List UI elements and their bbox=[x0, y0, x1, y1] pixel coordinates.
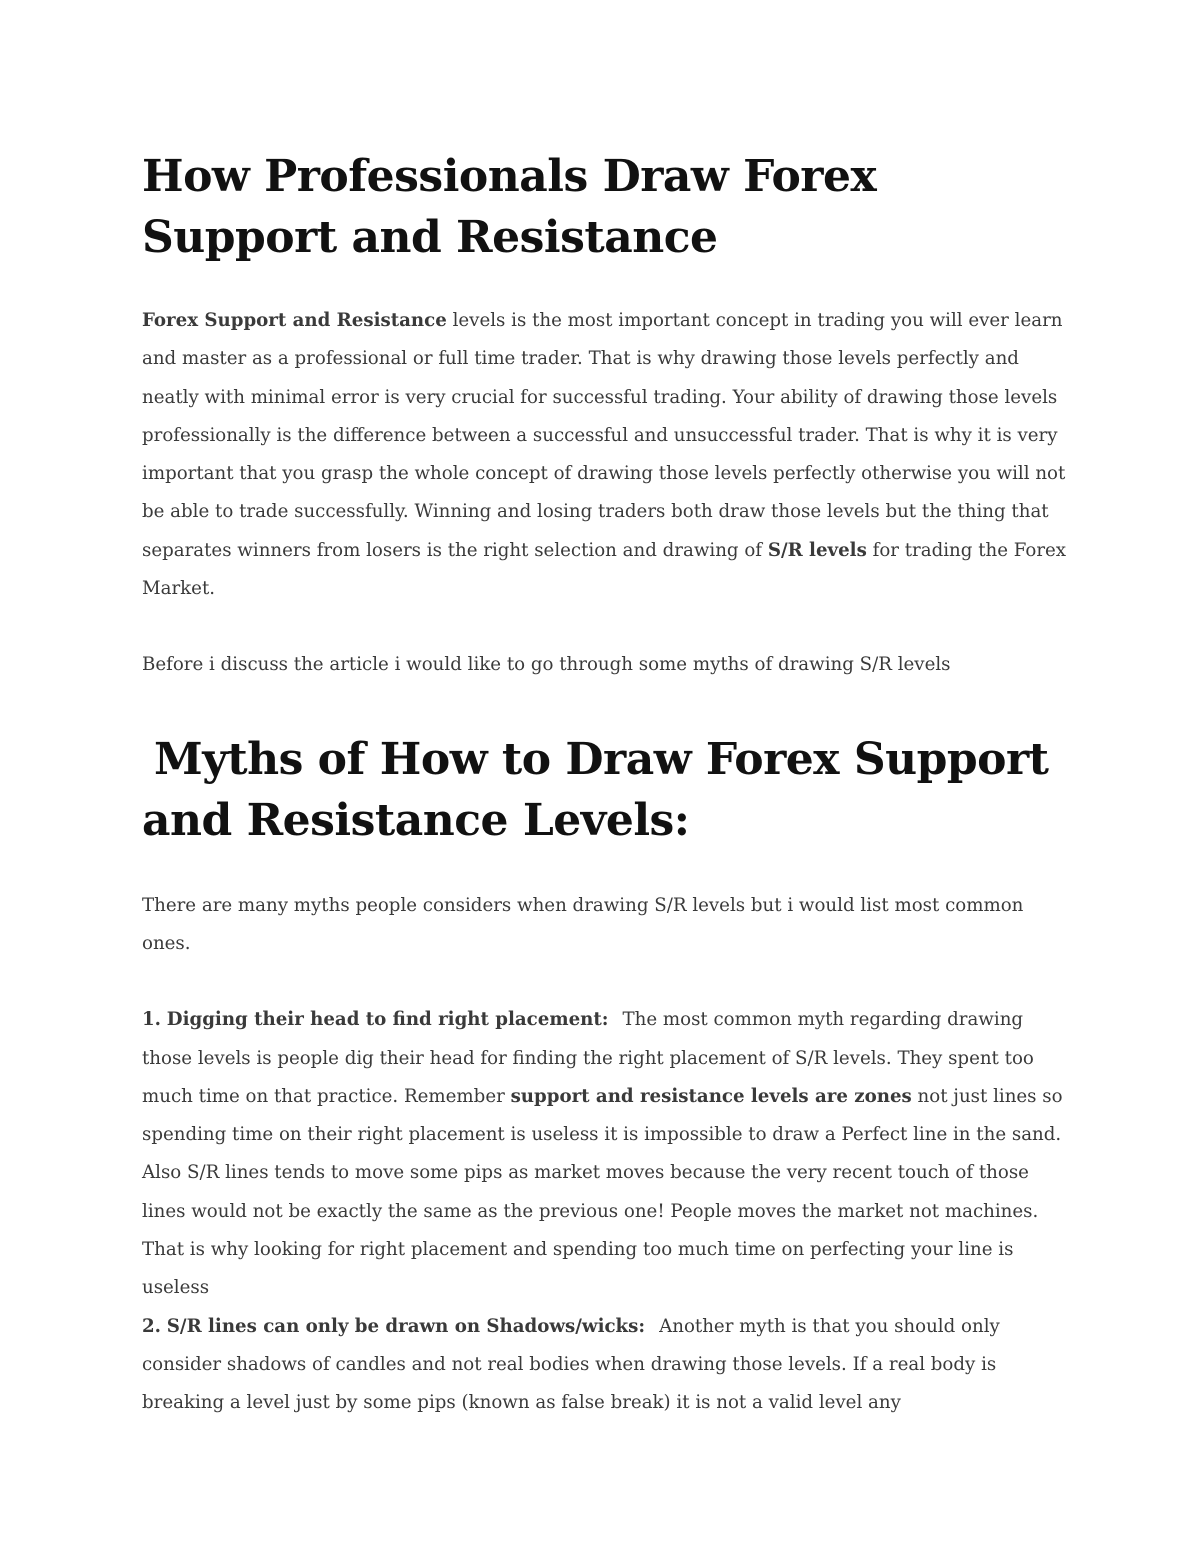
myths-heading-line2: and Resistance Levels: bbox=[142, 794, 690, 846]
item-number: 1. bbox=[142, 1009, 161, 1031]
myths-heading bbox=[142, 729, 1072, 851]
intro-text-1: levels is the most important concept in trading you will ever learn and master as a professional or full time trader. That is why drawing those levels perfectly and neatly with minimal error is very crucial for successful trading. Your ability of drawing those levels professionally is the difference between a successful and unsuccessful trader. That is why it is very important that you grasp the whole concept of drawing those levels perfectly otherwise you will not be able to trade successfully. Winning and losing traders both draw those levels but the thing that separates winners from losers is the right selection and drawing of bbox=[142, 310, 1066, 561]
intro-bold-lead: Forex Support and Resistance bbox=[142, 310, 447, 331]
myths-heading-line1: Myths of How to Draw Forex Support bbox=[154, 733, 1049, 785]
document-body bbox=[142, 146, 1072, 1423]
intro-paragraph bbox=[142, 302, 1072, 608]
intro-bold-sr: S/R levels bbox=[767, 539, 867, 561]
list-item bbox=[142, 1308, 1072, 1423]
item-text-1: The most common myth regarding drawing those levels is people dig their head for finding the right placement of S/R levels. They spent too much time on that practice. Remember bbox=[142, 1009, 1034, 1107]
item-text-2: not just lines so spending time on their right placement is useless it is impossible to draw a Perfect line in the sand. Also S/R lines tends to move some pips as market moves because the very recent touch of those lines would not be exactly the same as the previous one! People moves the market not machines. That is why looking for right placement and spending too much time on perfecting your line is useless bbox=[142, 1085, 1063, 1299]
item-bold: support and resistance levels are zones bbox=[510, 1085, 912, 1107]
item-title: S/R lines can only be drawn on Shadows/wicks: bbox=[166, 1315, 646, 1337]
item-title: Digging their head to find right placement: bbox=[166, 1009, 609, 1031]
intro-text-2: for trading the Forex Market. bbox=[142, 539, 1067, 600]
page-title: How Professionals Draw Forex Support and Resistance bbox=[142, 151, 877, 263]
list-item bbox=[142, 1001, 1072, 1307]
item-number: 2. bbox=[142, 1315, 161, 1337]
before-paragraph: Before i discuss the article i would like to go through some myths of drawing S/R levels bbox=[142, 654, 951, 676]
item-text-1: Another myth is that you should only consider shadows of candles and not real bodies when drawing those levels. If a real body is breaking a level just by some pips (known as false break) it is not a valid level any bbox=[142, 1315, 1000, 1414]
myths-intro-paragraph: There are many myths people considers when drawing S/R levels but i would list most common ones. bbox=[142, 894, 1024, 954]
